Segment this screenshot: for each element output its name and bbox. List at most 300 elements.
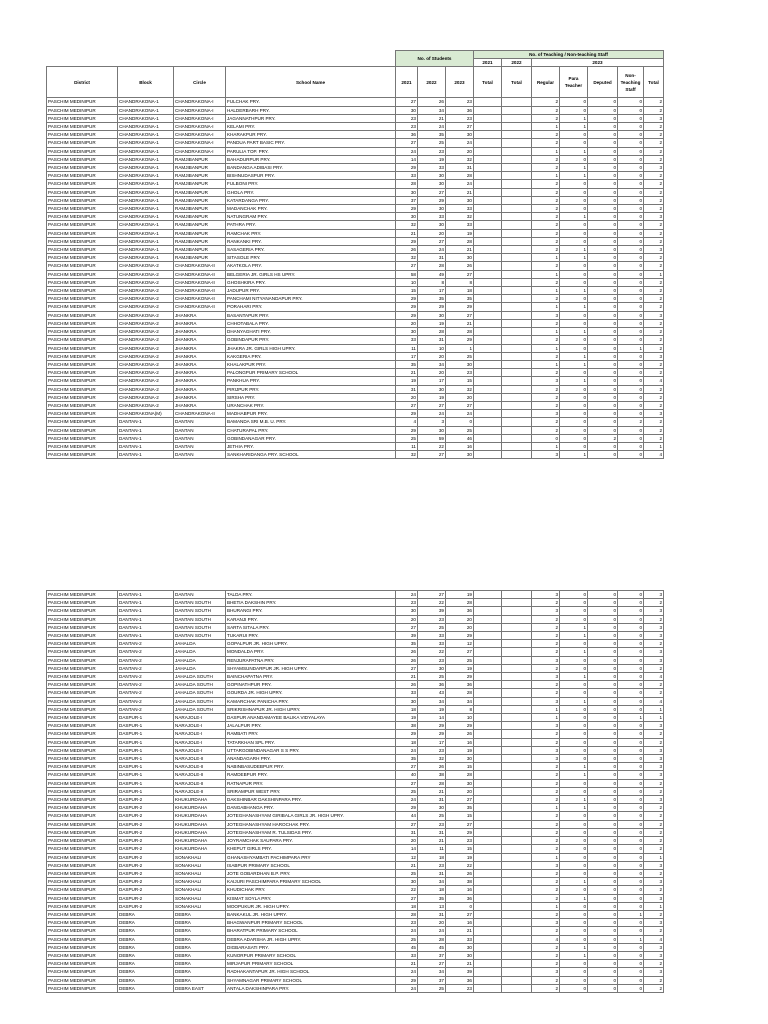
table-row bbox=[47, 714, 664, 722]
table-cell: 25 bbox=[396, 787, 418, 795]
table-cell: JAHALDA SOUTH bbox=[174, 705, 226, 713]
table-cell: 4 bbox=[644, 377, 664, 385]
table-cell: SONAKHALI bbox=[174, 886, 226, 894]
table-cell: DANTAN-2 bbox=[118, 664, 174, 672]
table-cell: 29 bbox=[418, 303, 446, 311]
table-cell: DEBRA bbox=[174, 935, 226, 943]
table-cell: DASPUR-2 bbox=[118, 804, 174, 812]
table-cell: 0 bbox=[588, 771, 618, 779]
table-cell: 19 bbox=[418, 393, 446, 401]
table-cell: 2 bbox=[644, 360, 664, 368]
table-cell: 0 bbox=[588, 886, 618, 894]
table-cell: DANTAN-2 bbox=[118, 705, 174, 713]
table-cell bbox=[502, 837, 532, 845]
table-cell: 0 bbox=[588, 237, 618, 245]
table-cell: 35 bbox=[396, 360, 418, 368]
table-cell bbox=[474, 861, 502, 869]
table-cell: 30 bbox=[418, 172, 446, 180]
table-cell: 0 bbox=[618, 106, 644, 114]
table-cell: KELAMI PRY. bbox=[226, 123, 396, 131]
table-cell: 3 bbox=[532, 697, 560, 705]
table-cell: 0 bbox=[588, 902, 618, 910]
table-cell: 0 bbox=[560, 968, 588, 976]
table-cell: 11 bbox=[396, 442, 418, 450]
table-cell: 14 bbox=[396, 845, 418, 853]
table-cell: DANTAN-2 bbox=[118, 697, 174, 705]
table-cell: 0 bbox=[618, 886, 644, 894]
table-cell: 39 bbox=[446, 968, 474, 976]
table-cell: 8 bbox=[446, 705, 474, 713]
table-cell: 2 bbox=[532, 188, 560, 196]
table-cell: 2 bbox=[532, 336, 560, 344]
table-cell: 3 bbox=[644, 763, 664, 771]
table-cell: 0 bbox=[588, 295, 618, 303]
table-cell bbox=[474, 722, 502, 730]
table-cell: 2 bbox=[644, 369, 664, 377]
table-cell: 2 bbox=[532, 894, 560, 902]
table-row bbox=[47, 369, 664, 377]
table-cell: 0 bbox=[588, 828, 618, 836]
table-row bbox=[47, 188, 664, 196]
table-cell: 25 bbox=[446, 656, 474, 664]
table-cell: 15 bbox=[446, 763, 474, 771]
table-cell bbox=[474, 369, 502, 377]
table-cell: DANTAN-2 bbox=[118, 681, 174, 689]
table-cell: CHANDRAKONA-I bbox=[174, 147, 226, 155]
table-cell: DASPUR-1 bbox=[118, 763, 174, 771]
table-cell: PASCHIM MEDINIPUR bbox=[47, 221, 118, 229]
table-cell: 0 bbox=[588, 254, 618, 262]
col-staff-total-2022: Total bbox=[502, 67, 532, 98]
table-cell: 2 bbox=[532, 779, 560, 787]
table-cell: 2 bbox=[644, 147, 664, 155]
table-cell bbox=[474, 114, 502, 122]
table-cell: PASCHIM MEDINIPUR bbox=[47, 902, 118, 910]
table-cell: 0 bbox=[618, 960, 644, 968]
table-row bbox=[47, 820, 664, 828]
table-cell: 15 bbox=[446, 845, 474, 853]
table-cell: DANTAN-1 bbox=[118, 418, 174, 426]
table-cell: 3 bbox=[532, 607, 560, 615]
table-cell: 20 bbox=[446, 787, 474, 795]
table-cell bbox=[502, 664, 532, 672]
table-row bbox=[47, 648, 664, 656]
table-cell: 30 bbox=[446, 943, 474, 951]
table-cell: NARAJOLE-I bbox=[174, 738, 226, 746]
table-cell: 28 bbox=[446, 599, 474, 607]
table-row bbox=[47, 886, 664, 894]
table-cell: 0 bbox=[588, 607, 618, 615]
table-cell: DANTAN-1 bbox=[118, 442, 174, 450]
table-cell: 0 bbox=[588, 426, 618, 434]
table-cell: 0 bbox=[588, 393, 618, 401]
table-cell: 27 bbox=[446, 270, 474, 278]
table-cell: RAMCHAK PRY. bbox=[226, 229, 396, 237]
col-deputed: Deputed bbox=[588, 67, 618, 98]
table-cell: DANTAN bbox=[174, 451, 226, 459]
table-cell bbox=[502, 976, 532, 984]
table-cell bbox=[474, 98, 502, 106]
table-cell bbox=[474, 426, 502, 434]
table-cell: DANTAN-1 bbox=[118, 451, 174, 459]
table-cell: 32 bbox=[418, 755, 446, 763]
table-cell: 0 bbox=[446, 902, 474, 910]
table-cell bbox=[474, 787, 502, 795]
table-cell bbox=[474, 188, 502, 196]
table-cell bbox=[474, 673, 502, 681]
table-row bbox=[47, 615, 664, 623]
table-cell: 0 bbox=[560, 640, 588, 648]
table-cell: PASCHIM MEDINIPUR bbox=[47, 796, 118, 804]
table-cell: PASCHIM MEDINIPUR bbox=[47, 147, 118, 155]
table-row bbox=[47, 303, 664, 311]
table-cell: JOYRAMCHAK SAUPARA PRY. bbox=[226, 837, 396, 845]
table-cell: CHANDRAKONA(M) bbox=[118, 410, 174, 418]
table-cell: 0 bbox=[618, 976, 644, 984]
table-cell: 0 bbox=[560, 205, 588, 213]
table-cell: 0 bbox=[618, 632, 644, 640]
table-cell: 25 bbox=[418, 984, 446, 992]
table-cell: 0 bbox=[588, 640, 618, 648]
table-cell: 0 bbox=[588, 196, 618, 204]
table-cell: PASCHIM MEDINIPUR bbox=[47, 155, 118, 163]
table-cell: 28 bbox=[418, 262, 446, 270]
table-cell: 32 bbox=[446, 385, 474, 393]
table-row bbox=[47, 910, 664, 918]
table-cell bbox=[502, 640, 532, 648]
table-row bbox=[47, 705, 664, 713]
table-cell: 2 bbox=[532, 796, 560, 804]
table-cell: JAGANNATHPUR PRY. bbox=[226, 114, 396, 122]
table-cell: KARANJI PRY. bbox=[226, 615, 396, 623]
table-cell: 30 bbox=[396, 213, 418, 221]
table-cell: 23 bbox=[446, 114, 474, 122]
table-cell bbox=[502, 328, 532, 336]
table-cell: 2 bbox=[644, 434, 664, 442]
table-cell: PASCHIM MEDINIPUR bbox=[47, 328, 118, 336]
table-cell: PASCHIM MEDINIPUR bbox=[47, 377, 118, 385]
table-cell: 0 bbox=[618, 369, 644, 377]
table-cell: 0 bbox=[618, 984, 644, 992]
table-cell: 0 bbox=[560, 812, 588, 820]
table-cell: 11 bbox=[418, 845, 446, 853]
table-cell: 2 bbox=[532, 623, 560, 631]
table-row bbox=[47, 689, 664, 697]
table-cell: 2 bbox=[532, 369, 560, 377]
table-cell: 0 bbox=[588, 845, 618, 853]
table-row bbox=[47, 853, 664, 861]
table-cell: 0 bbox=[588, 755, 618, 763]
table-cell: 1 bbox=[560, 213, 588, 221]
table-cell: ANTALA DAKSHINPARA PRY. bbox=[226, 984, 396, 992]
table-cell: 0 bbox=[618, 246, 644, 254]
table-cell: 3 bbox=[644, 632, 664, 640]
table-cell: 0 bbox=[618, 213, 644, 221]
table-cell: CHANDRAKONA-II bbox=[174, 262, 226, 270]
table-cell: 0 bbox=[588, 155, 618, 163]
table-cell: 1 bbox=[446, 344, 474, 352]
table-cell: 25 bbox=[418, 812, 446, 820]
table-cell: 2 bbox=[644, 615, 664, 623]
table-cell: 0 bbox=[618, 927, 644, 935]
table-cell: 2 bbox=[532, 648, 560, 656]
table-cell bbox=[474, 943, 502, 951]
table-cell: 1 bbox=[560, 328, 588, 336]
table-cell: 3 bbox=[532, 591, 560, 599]
table-cell: MOOPUKUR JR. HIGH UPRY. bbox=[226, 902, 396, 910]
table-cell: 3 bbox=[644, 311, 664, 319]
table-cell: RADHAKANTAPUR JR. HIGH SCHOOL bbox=[226, 968, 396, 976]
table-cell: CHANDRAKONA-1 bbox=[118, 164, 174, 172]
table-cell: 0 bbox=[618, 221, 644, 229]
table-cell: 27 bbox=[396, 664, 418, 672]
table-cell: CHANDRAKONA-1 bbox=[118, 180, 174, 188]
table-cell: SARTA SITALA PRY. bbox=[226, 623, 396, 631]
table-cell: DASPUR-1 bbox=[118, 787, 174, 795]
table-cell: 0 bbox=[560, 426, 588, 434]
table-row bbox=[47, 319, 664, 327]
table-cell: 0 bbox=[588, 763, 618, 771]
table-cell: 0 bbox=[560, 787, 588, 795]
table-cell: 28 bbox=[446, 172, 474, 180]
table-cell: 23 bbox=[418, 656, 446, 664]
table-cell bbox=[474, 385, 502, 393]
table-cell: 0 bbox=[588, 172, 618, 180]
table-cell: 58 bbox=[396, 270, 418, 278]
table-cell: 1 bbox=[560, 147, 588, 155]
table-cell: 0 bbox=[618, 796, 644, 804]
table-cell: PASCHIM MEDINIPUR bbox=[47, 303, 118, 311]
table-cell: 0 bbox=[560, 221, 588, 229]
table-row bbox=[47, 771, 664, 779]
table-cell: 21 bbox=[418, 837, 446, 845]
table-cell: TALDA PRY. bbox=[226, 591, 396, 599]
table-cell bbox=[502, 131, 532, 139]
table-cell: 33 bbox=[396, 336, 418, 344]
table-cell bbox=[502, 648, 532, 656]
table-cell: 1 bbox=[532, 123, 560, 131]
table-cell: PALONGPUR PRIMARY SCHOOL bbox=[226, 369, 396, 377]
table-cell bbox=[474, 878, 502, 886]
table-cell: 30 bbox=[418, 385, 446, 393]
table-cell: 29 bbox=[418, 730, 446, 738]
table-cell: PASCHIM MEDINIPUR bbox=[47, 886, 118, 894]
table-cell: 0 bbox=[618, 393, 644, 401]
table-cell: 0 bbox=[588, 812, 618, 820]
table-cell: 3 bbox=[644, 623, 664, 631]
table-cell: 37 bbox=[418, 951, 446, 959]
table-cell: DEBRA bbox=[118, 943, 174, 951]
table-cell: 24 bbox=[396, 746, 418, 754]
table-row bbox=[47, 131, 664, 139]
table-cell: PASCHIM MEDINIPUR bbox=[47, 287, 118, 295]
table-cell: 22 bbox=[396, 886, 418, 894]
table-row bbox=[47, 755, 664, 763]
table-cell: 3 bbox=[644, 878, 664, 886]
table-cell: 0 bbox=[560, 98, 588, 106]
table-cell: 0 bbox=[560, 828, 588, 836]
table-cell: SIRSHA PRY. bbox=[226, 393, 396, 401]
table-cell: 1 bbox=[560, 763, 588, 771]
table-cell: 0 bbox=[588, 943, 618, 951]
table-cell: 0 bbox=[588, 262, 618, 270]
table-row bbox=[47, 796, 664, 804]
table-cell: 0 bbox=[618, 902, 644, 910]
table-cell: 1 bbox=[644, 442, 664, 450]
table-cell: DEBRA bbox=[174, 943, 226, 951]
table-cell: 2 bbox=[644, 237, 664, 245]
table-cell: 0 bbox=[618, 656, 644, 664]
table-cell: 0 bbox=[560, 779, 588, 787]
table-cell: 0 bbox=[618, 336, 644, 344]
table-cell: PASCHIM MEDINIPUR bbox=[47, 164, 118, 172]
table-cell: CHANDRAKONA-1 bbox=[118, 155, 174, 163]
table-cell: 0 bbox=[588, 664, 618, 672]
table-cell bbox=[502, 820, 532, 828]
table-cell: SONAKHALI bbox=[174, 902, 226, 910]
table-cell bbox=[502, 344, 532, 352]
table-cell: 21 bbox=[446, 246, 474, 254]
table-cell: DASPUR-2 bbox=[118, 845, 174, 853]
table-cell bbox=[502, 246, 532, 254]
table-cell: KISMAT SOYLA PRY. bbox=[226, 894, 396, 902]
table-cell: 24 bbox=[446, 410, 474, 418]
table-cell: JADUPUR PRY. bbox=[226, 287, 396, 295]
table-cell: PANKHUA PRY. bbox=[226, 377, 396, 385]
table-cell: PASCHIM MEDINIPUR bbox=[47, 278, 118, 286]
table-cell: 0 bbox=[618, 164, 644, 172]
table-cell bbox=[474, 648, 502, 656]
table-cell: PASCHIM MEDINIPUR bbox=[47, 98, 118, 106]
table-cell: 2 bbox=[532, 820, 560, 828]
table-body-page2 bbox=[47, 591, 664, 993]
col-district: District bbox=[47, 67, 118, 98]
table-cell: MONDALDA PRY. bbox=[226, 648, 396, 656]
table-cell: JHANKRA bbox=[174, 352, 226, 360]
table-row bbox=[47, 656, 664, 664]
table-cell bbox=[502, 943, 532, 951]
table-cell: 23 bbox=[418, 746, 446, 754]
table-cell: SRIKRISHNAPUR JR. HIGH UPRY. bbox=[226, 705, 396, 713]
table-cell: DEBRA bbox=[118, 910, 174, 918]
table-cell: PASCHIM MEDINIPUR bbox=[47, 360, 118, 368]
table-cell: 3 bbox=[644, 943, 664, 951]
table-cell: 30 bbox=[446, 951, 474, 959]
table-cell bbox=[502, 164, 532, 172]
table-cell: CHANDRAKONA-1 bbox=[118, 139, 174, 147]
table-cell: KAMARCHAK PANICHA PRY. bbox=[226, 697, 396, 705]
table-cell: PIRIJPUR PRY. bbox=[226, 385, 396, 393]
table-cell: PASCHIM MEDINIPUR bbox=[47, 196, 118, 204]
table-cell: 30 bbox=[418, 664, 446, 672]
table-cell: 22 bbox=[446, 861, 474, 869]
table-cell: 2 bbox=[532, 886, 560, 894]
table-row bbox=[47, 976, 664, 984]
table-cell: 27 bbox=[396, 262, 418, 270]
table-cell: 0 bbox=[618, 155, 644, 163]
table-row bbox=[47, 442, 664, 450]
students-group-header: No. of Students bbox=[396, 51, 474, 67]
table-cell bbox=[502, 123, 532, 131]
table-cell bbox=[502, 303, 532, 311]
table-cell: 2 bbox=[644, 180, 664, 188]
table-cell: CHANDRAKONA-1 bbox=[118, 237, 174, 245]
table-cell: 0 bbox=[560, 599, 588, 607]
table-cell: JOTEGHANASHYAM R. TULSIDAS PRY. bbox=[226, 828, 396, 836]
table-cell: KHUKURDAHA bbox=[174, 828, 226, 836]
table-cell: 0 bbox=[588, 385, 618, 393]
table-row bbox=[47, 828, 664, 836]
table-cell: PASCHIM MEDINIPUR bbox=[47, 779, 118, 787]
table-row bbox=[47, 196, 664, 204]
table-cell: 0 bbox=[618, 229, 644, 237]
table-cell: 0 bbox=[618, 451, 644, 459]
table-cell: 27 bbox=[446, 910, 474, 918]
table-cell: 20 bbox=[446, 615, 474, 623]
table-cell: 30 bbox=[418, 221, 446, 229]
table-cell: 23 bbox=[396, 919, 418, 927]
table-cell: 3 bbox=[644, 164, 664, 172]
table-cell: CHANDRAKONA-1 bbox=[118, 246, 174, 254]
table-cell: 2 bbox=[644, 344, 664, 352]
table-cell: 26 bbox=[396, 246, 418, 254]
table-cell: SASAGERIA PRY. bbox=[226, 246, 396, 254]
table-cell: PASCHIM MEDINIPUR bbox=[47, 853, 118, 861]
table-cell bbox=[474, 689, 502, 697]
table-cell: 21 bbox=[418, 114, 446, 122]
table-cell: 0 bbox=[588, 968, 618, 976]
table-cell: 0 bbox=[588, 229, 618, 237]
table-cell: 0 bbox=[618, 295, 644, 303]
table-cell: 0 bbox=[618, 943, 644, 951]
table-cell bbox=[502, 401, 532, 409]
table-cell: PANCHAMI NITYANANDAPUR PRY. bbox=[226, 295, 396, 303]
table-cell: PASCHIM MEDINIPUR bbox=[47, 746, 118, 754]
table-cell: 23 bbox=[446, 98, 474, 106]
table-cell bbox=[474, 681, 502, 689]
table-cell: 26 bbox=[396, 656, 418, 664]
table-cell: 0 bbox=[560, 722, 588, 730]
table-cell bbox=[502, 98, 532, 106]
table-cell: 33 bbox=[446, 221, 474, 229]
table-cell: 2 bbox=[644, 319, 664, 327]
table-cell: BASANTAPUR PRY. bbox=[226, 311, 396, 319]
table-cell: 19 bbox=[396, 714, 418, 722]
table-cell bbox=[474, 828, 502, 836]
table-cell: 0 bbox=[560, 385, 588, 393]
table-cell: 29 bbox=[396, 205, 418, 213]
table-cell bbox=[502, 385, 532, 393]
table-cell bbox=[502, 434, 532, 442]
table-cell: 30 bbox=[396, 607, 418, 615]
table-row bbox=[47, 837, 664, 845]
table-cell: 2 bbox=[644, 779, 664, 787]
table-cell: JHANKRA bbox=[174, 369, 226, 377]
table-cell bbox=[502, 442, 532, 450]
table-cell: 0 bbox=[618, 623, 644, 631]
table-cell: 28 bbox=[396, 910, 418, 918]
table-cell: PASCHIM MEDINIPUR bbox=[47, 861, 118, 869]
table-cell: NARAJOLE-I bbox=[174, 746, 226, 754]
table-cell: 2 bbox=[532, 976, 560, 984]
table-cell: 2 bbox=[532, 139, 560, 147]
table-cell: 1 bbox=[560, 246, 588, 254]
table-cell: CHANDRAKONA-1 bbox=[118, 188, 174, 196]
table-cell bbox=[474, 254, 502, 262]
table-cell bbox=[474, 213, 502, 221]
table-cell: 19 bbox=[446, 229, 474, 237]
table-cell: CHANDRAKONA-1 bbox=[118, 147, 174, 155]
